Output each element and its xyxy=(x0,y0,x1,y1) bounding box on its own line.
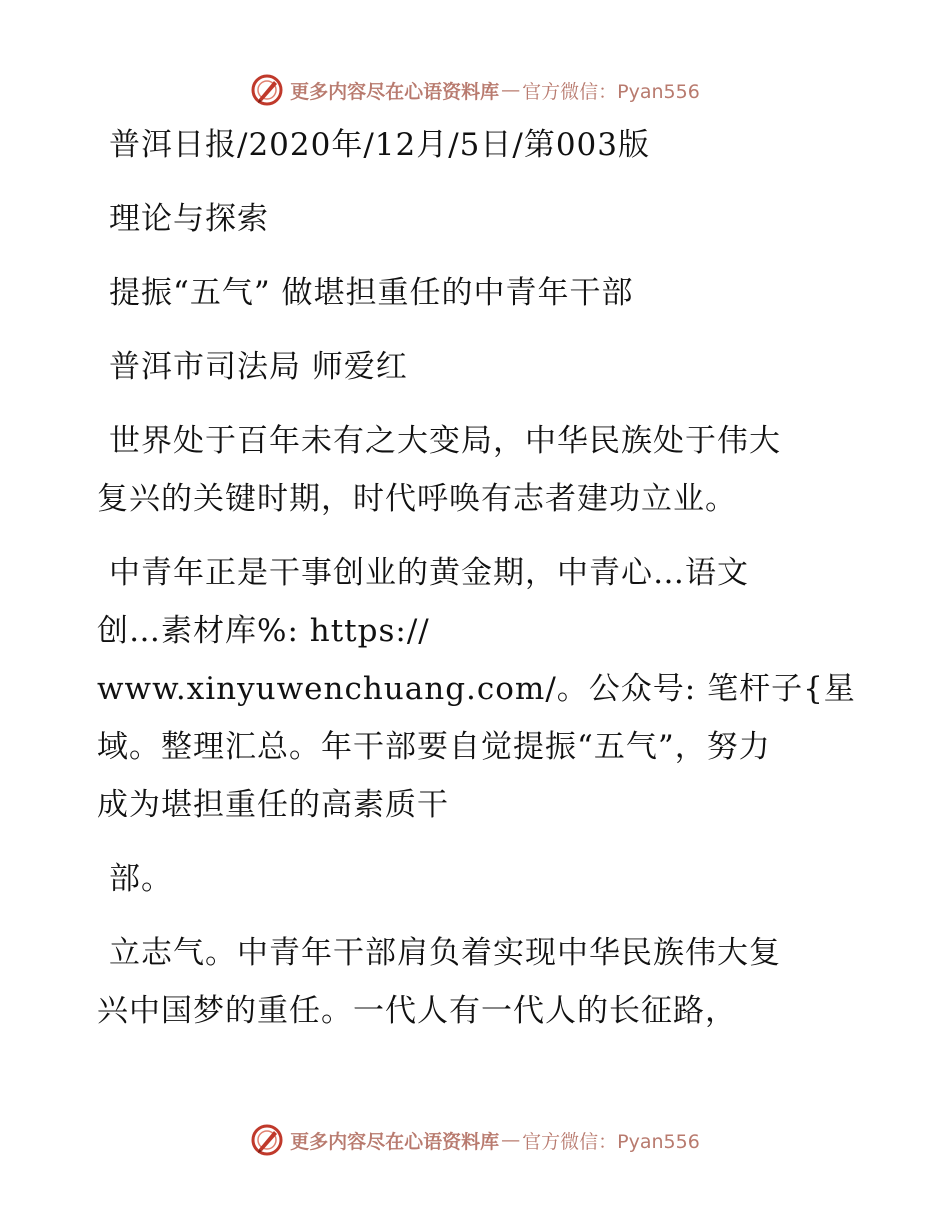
paragraph-line: 成为堪担重任的高素质干 xyxy=(97,787,449,823)
pen-logo-icon xyxy=(250,1123,284,1157)
paragraph-line: 域。整理汇总。年干部要自觉提振“五气”，努力 xyxy=(97,729,771,765)
article-byline: 普洱市司法局 师爱红 xyxy=(109,349,408,385)
paragraph-line: 部。 xyxy=(109,861,173,897)
watermark-text: 更多内容尽在心语资料库 xyxy=(290,1130,500,1153)
article-title: 提振“五气” 做堪担重任的中青年干部 xyxy=(109,275,634,311)
paragraph-2 xyxy=(97,544,857,834)
paragraph-line: 创…素材库%: https:// xyxy=(97,613,430,649)
source-line: 普洱日报/2020年/12月/5日/第003版 xyxy=(109,127,651,163)
watermark-separator: — xyxy=(501,79,521,101)
watermark-banner-bottom xyxy=(0,1120,950,1160)
paragraph-3 xyxy=(97,850,857,908)
pen-logo-icon xyxy=(250,73,284,107)
watermark-contact: 官方微信：Pyan556 xyxy=(522,1130,700,1153)
paragraph-line: 中青年正是干事创业的黄金期，中青心…语文 xyxy=(109,555,749,591)
paragraph-line: 世界处于百年未有之大变局，中华民族处于伟大 xyxy=(109,423,781,459)
paragraph-line: 兴中国梦的重任。一代人有一代人的长征路， xyxy=(97,993,737,1029)
paragraph-line: 立志气。中青年干部肩负着实现中华民族伟大复 xyxy=(109,935,781,971)
watermark-contact: 官方微信：Pyan556 xyxy=(522,80,700,103)
paragraph-4 xyxy=(97,924,857,1040)
watermark-banner-top xyxy=(0,70,950,110)
paragraph-line: www.xinyuwenchuang.com/。公众号: 笔杆子{星 xyxy=(97,671,856,707)
paragraph-line: 复兴的关键时期，时代呼唤有志者建功立业。 xyxy=(97,481,737,517)
watermark-separator: — xyxy=(501,1129,521,1151)
article-body xyxy=(97,116,857,1040)
paragraph-1 xyxy=(97,412,857,528)
watermark-text: 更多内容尽在心语资料库 xyxy=(290,80,500,103)
column-name: 理论与探索 xyxy=(109,201,269,237)
